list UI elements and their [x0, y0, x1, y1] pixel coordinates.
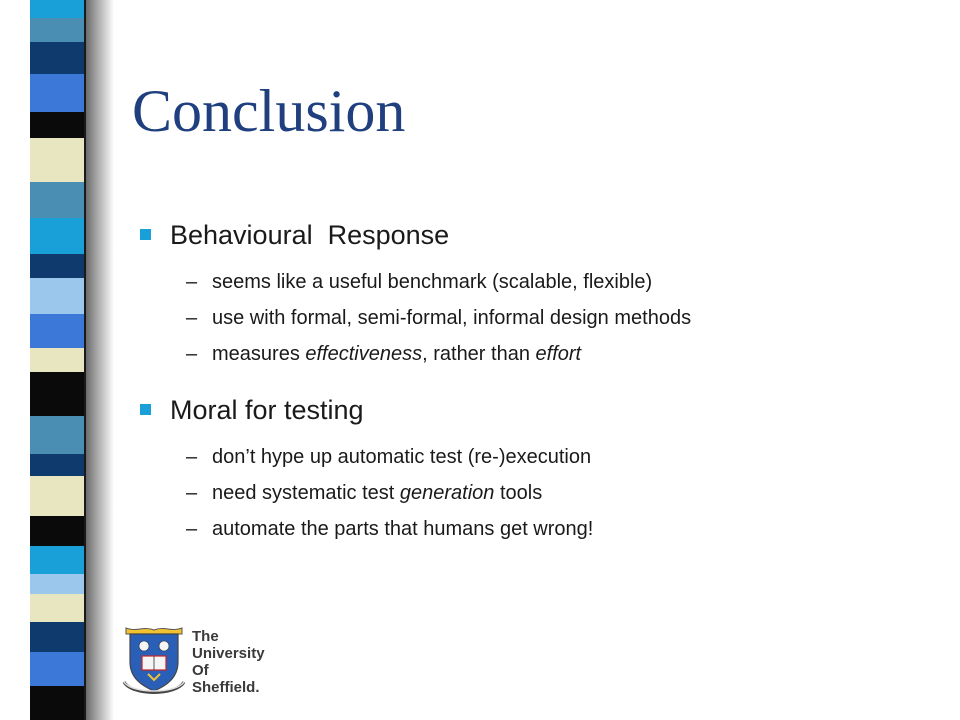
dash-marker: – — [186, 482, 198, 504]
square-bullet-icon — [140, 229, 151, 240]
sub-item — [140, 264, 940, 300]
bullet-heading: Behavioural Response — [170, 220, 450, 250]
university-name — [192, 628, 265, 696]
dash-marker: – — [186, 518, 198, 540]
bullet-heading: Moral for testing — [170, 395, 364, 425]
logo-line: University — [192, 645, 265, 662]
sub-item-text: seems like a useful benchmark (scalable, flexible) — [212, 271, 653, 293]
sub-item-italic: generation — [399, 482, 495, 504]
sub-item-text: use with formal, semi-formal, informal design methods — [212, 307, 692, 329]
sub-item-text-a: measures — [212, 343, 306, 365]
square-bullet-icon — [140, 404, 151, 415]
slide-title: Conclusion — [132, 78, 406, 144]
sub-item-text-b: , rather than — [422, 343, 536, 365]
stripe-shadow — [86, 0, 114, 720]
dash-marker: – — [186, 343, 198, 365]
bullet-behavioural-response — [140, 213, 940, 257]
sub-item — [140, 439, 940, 475]
sub-item-italic-a: effectiveness — [305, 343, 423, 365]
sub-item-italic-b: effort — [535, 343, 582, 365]
logo-line: Sheffield. — [192, 679, 260, 696]
dash-marker: – — [186, 271, 198, 293]
logo-line: Of — [192, 662, 209, 679]
sub-item-text: don’t hype up automatic test (re-)execution — [212, 446, 592, 468]
dash-marker: – — [186, 307, 198, 329]
sub-item-text-a: need systematic test — [212, 482, 400, 504]
bullet-moral-for-testing — [140, 388, 940, 432]
dash-marker: – — [186, 446, 198, 468]
university-crest-icon — [122, 624, 186, 696]
sub-item — [140, 300, 940, 336]
sub-item — [140, 336, 940, 372]
sub-item — [140, 511, 940, 547]
sub-item-text-b: tools — [494, 482, 543, 504]
logo-line: The — [192, 628, 219, 645]
decorative-stripe — [30, 0, 86, 720]
sub-item-text: automate the parts that humans get wrong! — [212, 518, 594, 540]
sub-item — [140, 475, 940, 511]
slide-content — [140, 213, 940, 547]
